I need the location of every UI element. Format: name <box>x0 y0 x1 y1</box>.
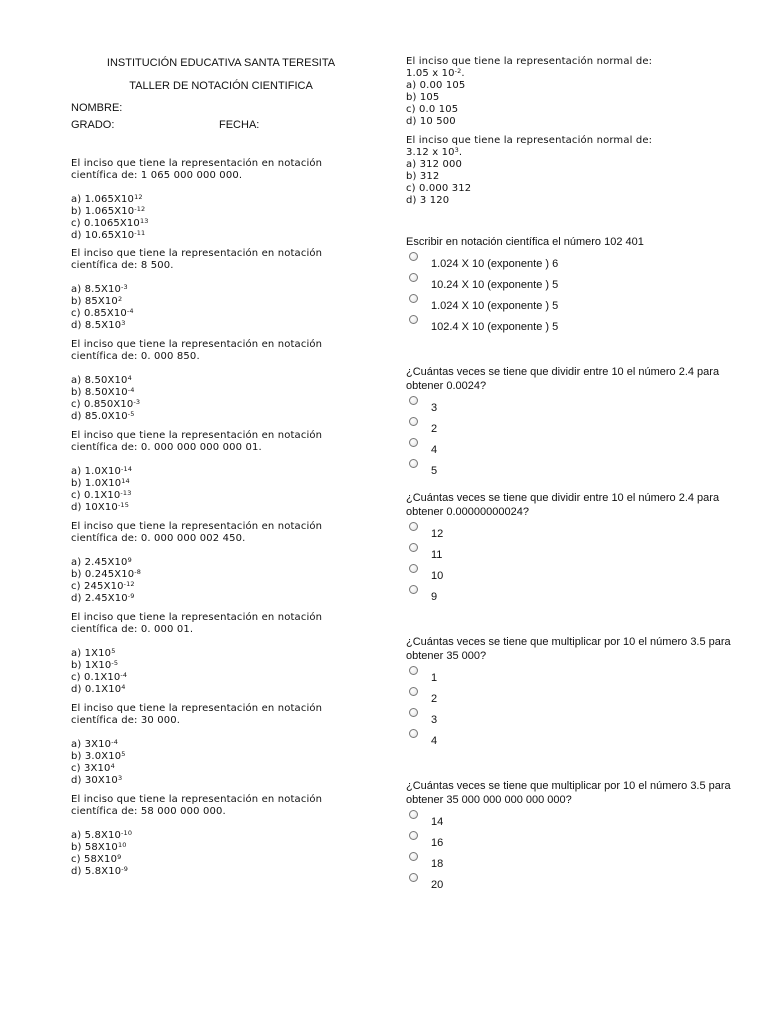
option-text: b) 1.0X10 <box>71 478 122 489</box>
option-text: d) 30X10 <box>71 775 118 786</box>
question-text: ¿Cuántas veces se tiene que dividir entre 10 el número 2.4 para obtener 0.00000000024? <box>406 492 720 518</box>
option-text: b) 0.245X10 <box>71 569 135 580</box>
question-text: El inciso que tiene la representación en notación científica de: 58 000 000 000. <box>71 794 326 817</box>
radio-button[interactable] <box>409 315 418 324</box>
radio-button[interactable] <box>409 810 418 819</box>
radio-question-block <box>406 365 736 481</box>
radio-option[interactable] <box>406 295 736 316</box>
left-column <box>71 56 371 878</box>
radio-option[interactable] <box>406 586 736 607</box>
radio-button[interactable] <box>409 852 418 861</box>
radio-option[interactable] <box>406 544 736 565</box>
radio-option[interactable] <box>406 460 736 481</box>
answer-option[interactable]: b) 312 <box>406 171 440 182</box>
value-text: 3.12 x 10 <box>406 147 455 158</box>
answer-option[interactable] <box>71 569 371 581</box>
exponent: 3 <box>121 319 126 327</box>
option-text: a) 5.8X10 <box>71 830 122 841</box>
date-label: FECHA: <box>219 119 260 131</box>
radio-option-label: 4 <box>431 735 438 747</box>
radio-option[interactable] <box>406 709 736 730</box>
radio-option-label: 3 <box>431 402 438 414</box>
question-text: ¿Cuántas veces se tiene que dividir entre 10 el número 2.4 para obtener 0.0024? <box>406 366 720 392</box>
answer-option[interactable] <box>71 387 371 399</box>
exponent: -15 <box>117 501 130 509</box>
option-text: a) 8.50X10 <box>71 375 128 386</box>
radio-option-label: 14 <box>431 816 444 828</box>
answer-option[interactable] <box>71 593 371 605</box>
value-text: 1.05 x 10 <box>406 68 455 79</box>
exponent: 3 <box>454 146 459 154</box>
radio-options <box>406 811 736 895</box>
answer-options <box>71 739 371 787</box>
school-name: INSTITUCIÓN EDUCATIVA SANTA TERESITA <box>106 57 336 69</box>
workshop-title: TALLER DE NOTACIÓN CIENTIFICA <box>129 80 313 92</box>
answer-option[interactable] <box>71 581 371 593</box>
exponent: -10 <box>121 829 133 837</box>
exponent: 9 <box>127 556 132 564</box>
question-block <box>406 135 736 207</box>
radio-option[interactable] <box>406 730 736 751</box>
option-text: c) 58X10 <box>71 854 118 865</box>
question-text: El inciso que tiene la representación normal de: <box>406 135 653 146</box>
option-text: a) 1.0X10 <box>71 466 122 477</box>
radio-option[interactable] <box>406 439 736 460</box>
normal-representation-questions <box>406 56 736 207</box>
exponent: 12 <box>134 193 143 201</box>
radio-option-label: 12 <box>431 528 444 540</box>
option-text: b) 58X10 <box>71 842 118 853</box>
option-text: b) 8.50X10 <box>71 387 128 398</box>
answer-option[interactable] <box>71 842 371 854</box>
question-block <box>71 430 371 514</box>
radio-option-label: 1.024 X 10 (exponente ) 6 <box>431 258 559 270</box>
answer-option[interactable] <box>71 502 371 514</box>
option-text: d) 8.5X10 <box>71 320 122 331</box>
radio-button[interactable] <box>409 687 418 696</box>
exponent: 4 <box>121 683 126 691</box>
exponent: 10 <box>117 841 127 849</box>
answer-options <box>71 648 371 696</box>
exponent: 13 <box>139 217 149 225</box>
radio-option[interactable] <box>406 853 736 874</box>
radio-question-list <box>406 235 736 895</box>
radio-button[interactable] <box>409 522 418 531</box>
radio-option[interactable] <box>406 565 736 586</box>
radio-options <box>406 523 736 607</box>
radio-option[interactable] <box>406 316 736 337</box>
answer-option[interactable]: d) 10 500 <box>406 116 456 127</box>
radio-option-label: 3 <box>431 714 438 726</box>
answer-option[interactable] <box>71 763 371 775</box>
option-text: b) 3.0X10 <box>71 751 122 762</box>
exponent: -5 <box>127 410 135 418</box>
radio-options <box>406 397 736 481</box>
name-label: NOMBRE: <box>71 102 123 114</box>
radio-option[interactable] <box>406 874 736 895</box>
answer-options <box>71 557 371 605</box>
question-text: El inciso que tiene la representación en notación científica de: 0. 000 000 002 450. <box>71 521 326 544</box>
exponent: 14 <box>121 477 130 485</box>
answer-option[interactable]: a) 312 000 <box>406 159 463 170</box>
answer-option[interactable]: a) 0.00 105 <box>406 80 466 91</box>
option-text: b) 85X10 <box>71 296 118 307</box>
question-text: El inciso que tiene la representación en notación científica de: 0. 000 850. <box>71 339 326 362</box>
answer-option[interactable] <box>71 320 371 332</box>
answer-option[interactable] <box>71 218 371 230</box>
radio-button[interactable] <box>409 417 418 426</box>
radio-option-label: 1.024 X 10 (exponente ) 5 <box>431 300 559 312</box>
exponent: -12 <box>134 205 146 213</box>
radio-option-label: 2 <box>431 423 438 435</box>
exponent: 5 <box>111 647 116 655</box>
radio-question-block <box>406 779 736 895</box>
right-column <box>406 56 736 895</box>
radio-question-block <box>406 635 736 751</box>
option-text: d) 0.1X10 <box>71 684 122 695</box>
radio-question-block <box>406 235 736 337</box>
option-text: d) 5.8X10 <box>71 866 122 877</box>
exponent: -3 <box>133 398 141 406</box>
answer-option[interactable] <box>71 490 371 502</box>
answer-option[interactable] <box>71 230 371 242</box>
exponent: -5 <box>111 659 119 667</box>
radio-options <box>406 667 736 751</box>
answer-option[interactable] <box>71 557 371 569</box>
exponent: -3 <box>121 283 128 291</box>
option-text: d) 2.45X10 <box>71 593 128 604</box>
answer-option[interactable] <box>71 830 371 842</box>
question-text: El inciso que tiene la representación en notación científica de: 0. 000 000 000 000 01. <box>71 430 326 453</box>
question-text: El inciso que tiene la representación normal de: <box>406 56 653 67</box>
answer-option[interactable] <box>71 739 371 751</box>
option-text: b) 1.065X10 <box>71 206 135 217</box>
answer-option[interactable] <box>71 399 371 411</box>
radio-option[interactable] <box>406 523 736 544</box>
option-text: b) 1X10 <box>71 660 112 671</box>
answer-option[interactable] <box>71 684 371 696</box>
answer-option[interactable]: b) 105 <box>406 92 440 103</box>
option-text: c) 0.1X10 <box>71 490 121 501</box>
radio-question-block <box>406 491 736 607</box>
radio-option-label: 1 <box>431 672 438 684</box>
radio-option-label: 2 <box>431 693 438 705</box>
option-text: a) 1.065X10 <box>71 194 135 205</box>
option-text: a) 1X10 <box>71 648 112 659</box>
exponent: 2 <box>117 295 123 303</box>
radio-button[interactable] <box>409 708 418 717</box>
exponent: -8 <box>134 568 142 576</box>
radio-option-label: 10.24 X 10 (exponente ) 5 <box>431 279 559 291</box>
radio-option-label: 10 <box>431 570 444 582</box>
exponent: -11 <box>134 229 146 237</box>
value-suffix: . <box>461 68 465 79</box>
question-text: El inciso que tiene la representación en notación científica de: 30 000. <box>71 703 326 726</box>
radio-button[interactable] <box>409 459 418 468</box>
question-block <box>71 794 371 878</box>
question-text: ¿Cuántas veces se tiene que multiplicar por 10 el número 3.5 para obtener 35 000 000 000 000 000? <box>406 780 731 806</box>
radio-option-label: 18 <box>431 858 444 870</box>
radio-option-label: 5 <box>431 465 438 477</box>
answer-option[interactable] <box>71 296 371 308</box>
answer-option[interactable] <box>71 751 371 763</box>
radio-option[interactable] <box>406 811 736 832</box>
answer-option[interactable] <box>71 660 371 672</box>
answer-options <box>71 284 371 332</box>
radio-option-label: 9 <box>431 591 438 603</box>
option-text: c) 0.85X10 <box>71 308 127 319</box>
question-text: ¿Cuántas veces se tiene que multiplicar por 10 el número 3.5 para obtener 35 000? <box>406 636 731 662</box>
option-text: d) 10.65X10 <box>71 230 135 241</box>
answer-option[interactable]: c) 0.000 312 <box>406 183 472 194</box>
option-text: a) 2.45X10 <box>71 557 128 568</box>
radio-button[interactable] <box>409 252 418 261</box>
exponent: -4 <box>111 738 118 746</box>
radio-option-label: 4 <box>431 444 438 456</box>
exponent: -12 <box>123 580 135 588</box>
exponent: 9 <box>117 853 122 861</box>
exponent: -13 <box>120 489 132 497</box>
radio-option-label: 20 <box>431 879 444 891</box>
question-block <box>71 612 371 696</box>
answer-option[interactable] <box>71 478 371 490</box>
question-value <box>406 147 736 159</box>
radio-option[interactable] <box>406 667 736 688</box>
radio-option[interactable] <box>406 274 736 295</box>
radio-button[interactable] <box>409 831 418 840</box>
answer-options <box>406 80 736 128</box>
answer-option[interactable] <box>71 411 371 423</box>
radio-option[interactable] <box>406 397 736 418</box>
exponent: -4 <box>127 386 135 394</box>
exponent: 4 <box>127 374 132 382</box>
question-block <box>71 158 371 242</box>
exponent: -9 <box>121 865 129 873</box>
answer-option[interactable] <box>71 375 371 387</box>
value-suffix: . <box>458 147 463 158</box>
option-text: c) 245X10 <box>71 581 124 592</box>
question-text: El inciso que tiene la representación en notación científica de: 0. 000 01. <box>71 612 326 635</box>
exponent: -4 <box>120 671 128 679</box>
answer-option[interactable] <box>71 466 371 478</box>
question-text: El inciso que tiene la representación en notación científica de: 1 065 000 000 000. <box>71 158 326 181</box>
answer-option[interactable] <box>71 775 371 787</box>
radio-option[interactable] <box>406 832 736 853</box>
radio-button[interactable] <box>409 438 418 447</box>
answer-option[interactable]: d) 3 120 <box>406 195 450 206</box>
answer-option[interactable] <box>71 206 371 218</box>
radio-option[interactable] <box>406 418 736 439</box>
exponent: 5 <box>121 750 126 758</box>
radio-button[interactable] <box>409 729 418 738</box>
radio-option[interactable] <box>406 688 736 709</box>
radio-button[interactable] <box>409 564 418 573</box>
exponent: 4 <box>110 762 115 770</box>
answer-option[interactable] <box>71 284 371 296</box>
left-question-list <box>71 158 371 878</box>
question-block <box>71 248 371 332</box>
question-text: Escribir en notación científica el número 102 401 <box>406 236 644 248</box>
exponent: -9 <box>127 592 135 600</box>
radio-button[interactable] <box>409 273 418 282</box>
answer-option[interactable] <box>71 854 371 866</box>
exponent: -2 <box>454 67 462 75</box>
option-text: c) 0.1X10 <box>71 672 121 683</box>
radio-option-label: 11 <box>431 549 443 561</box>
grade-label: GRADO: <box>71 119 115 131</box>
option-text: c) 0.1065X10 <box>71 218 140 229</box>
option-text: a) 8.5X10 <box>71 284 122 295</box>
radio-option-label: 102.4 X 10 (exponente ) 5 <box>431 321 559 333</box>
answer-option[interactable] <box>71 672 371 684</box>
option-text: c) 0.850X10 <box>71 399 134 410</box>
radio-button[interactable] <box>409 585 418 594</box>
radio-button[interactable] <box>409 873 418 882</box>
radio-button[interactable] <box>409 396 418 405</box>
radio-option[interactable] <box>406 253 736 274</box>
question-block <box>71 703 371 787</box>
option-text: c) 3X10 <box>71 763 111 774</box>
radio-options <box>406 253 736 337</box>
answer-options <box>71 194 371 242</box>
exponent: -14 <box>121 465 133 473</box>
exponent: 3 <box>117 774 123 782</box>
radio-button[interactable] <box>409 666 418 675</box>
question-value <box>406 68 736 80</box>
radio-button[interactable] <box>409 294 418 303</box>
answer-options <box>71 375 371 423</box>
option-text: a) 3X10 <box>71 739 112 750</box>
option-text: d) 85.0X10 <box>71 411 128 422</box>
option-text: d) 10X10 <box>71 502 118 513</box>
radio-option-label: 16 <box>431 837 444 849</box>
question-block <box>71 521 371 605</box>
answer-option[interactable]: c) 0.0 105 <box>406 104 459 115</box>
answer-option[interactable] <box>71 866 371 878</box>
grade-date-row <box>71 118 371 132</box>
question-block <box>71 339 371 423</box>
answer-option[interactable] <box>71 194 371 206</box>
answer-option[interactable] <box>71 308 371 320</box>
exponent: -4 <box>126 307 134 315</box>
question-text: El inciso que tiene la representación en notación científica de: 8 500. <box>71 248 326 271</box>
question-block <box>406 56 736 128</box>
answer-options <box>71 830 371 878</box>
answer-options <box>406 159 736 207</box>
answer-options <box>71 466 371 514</box>
radio-button[interactable] <box>409 543 418 552</box>
